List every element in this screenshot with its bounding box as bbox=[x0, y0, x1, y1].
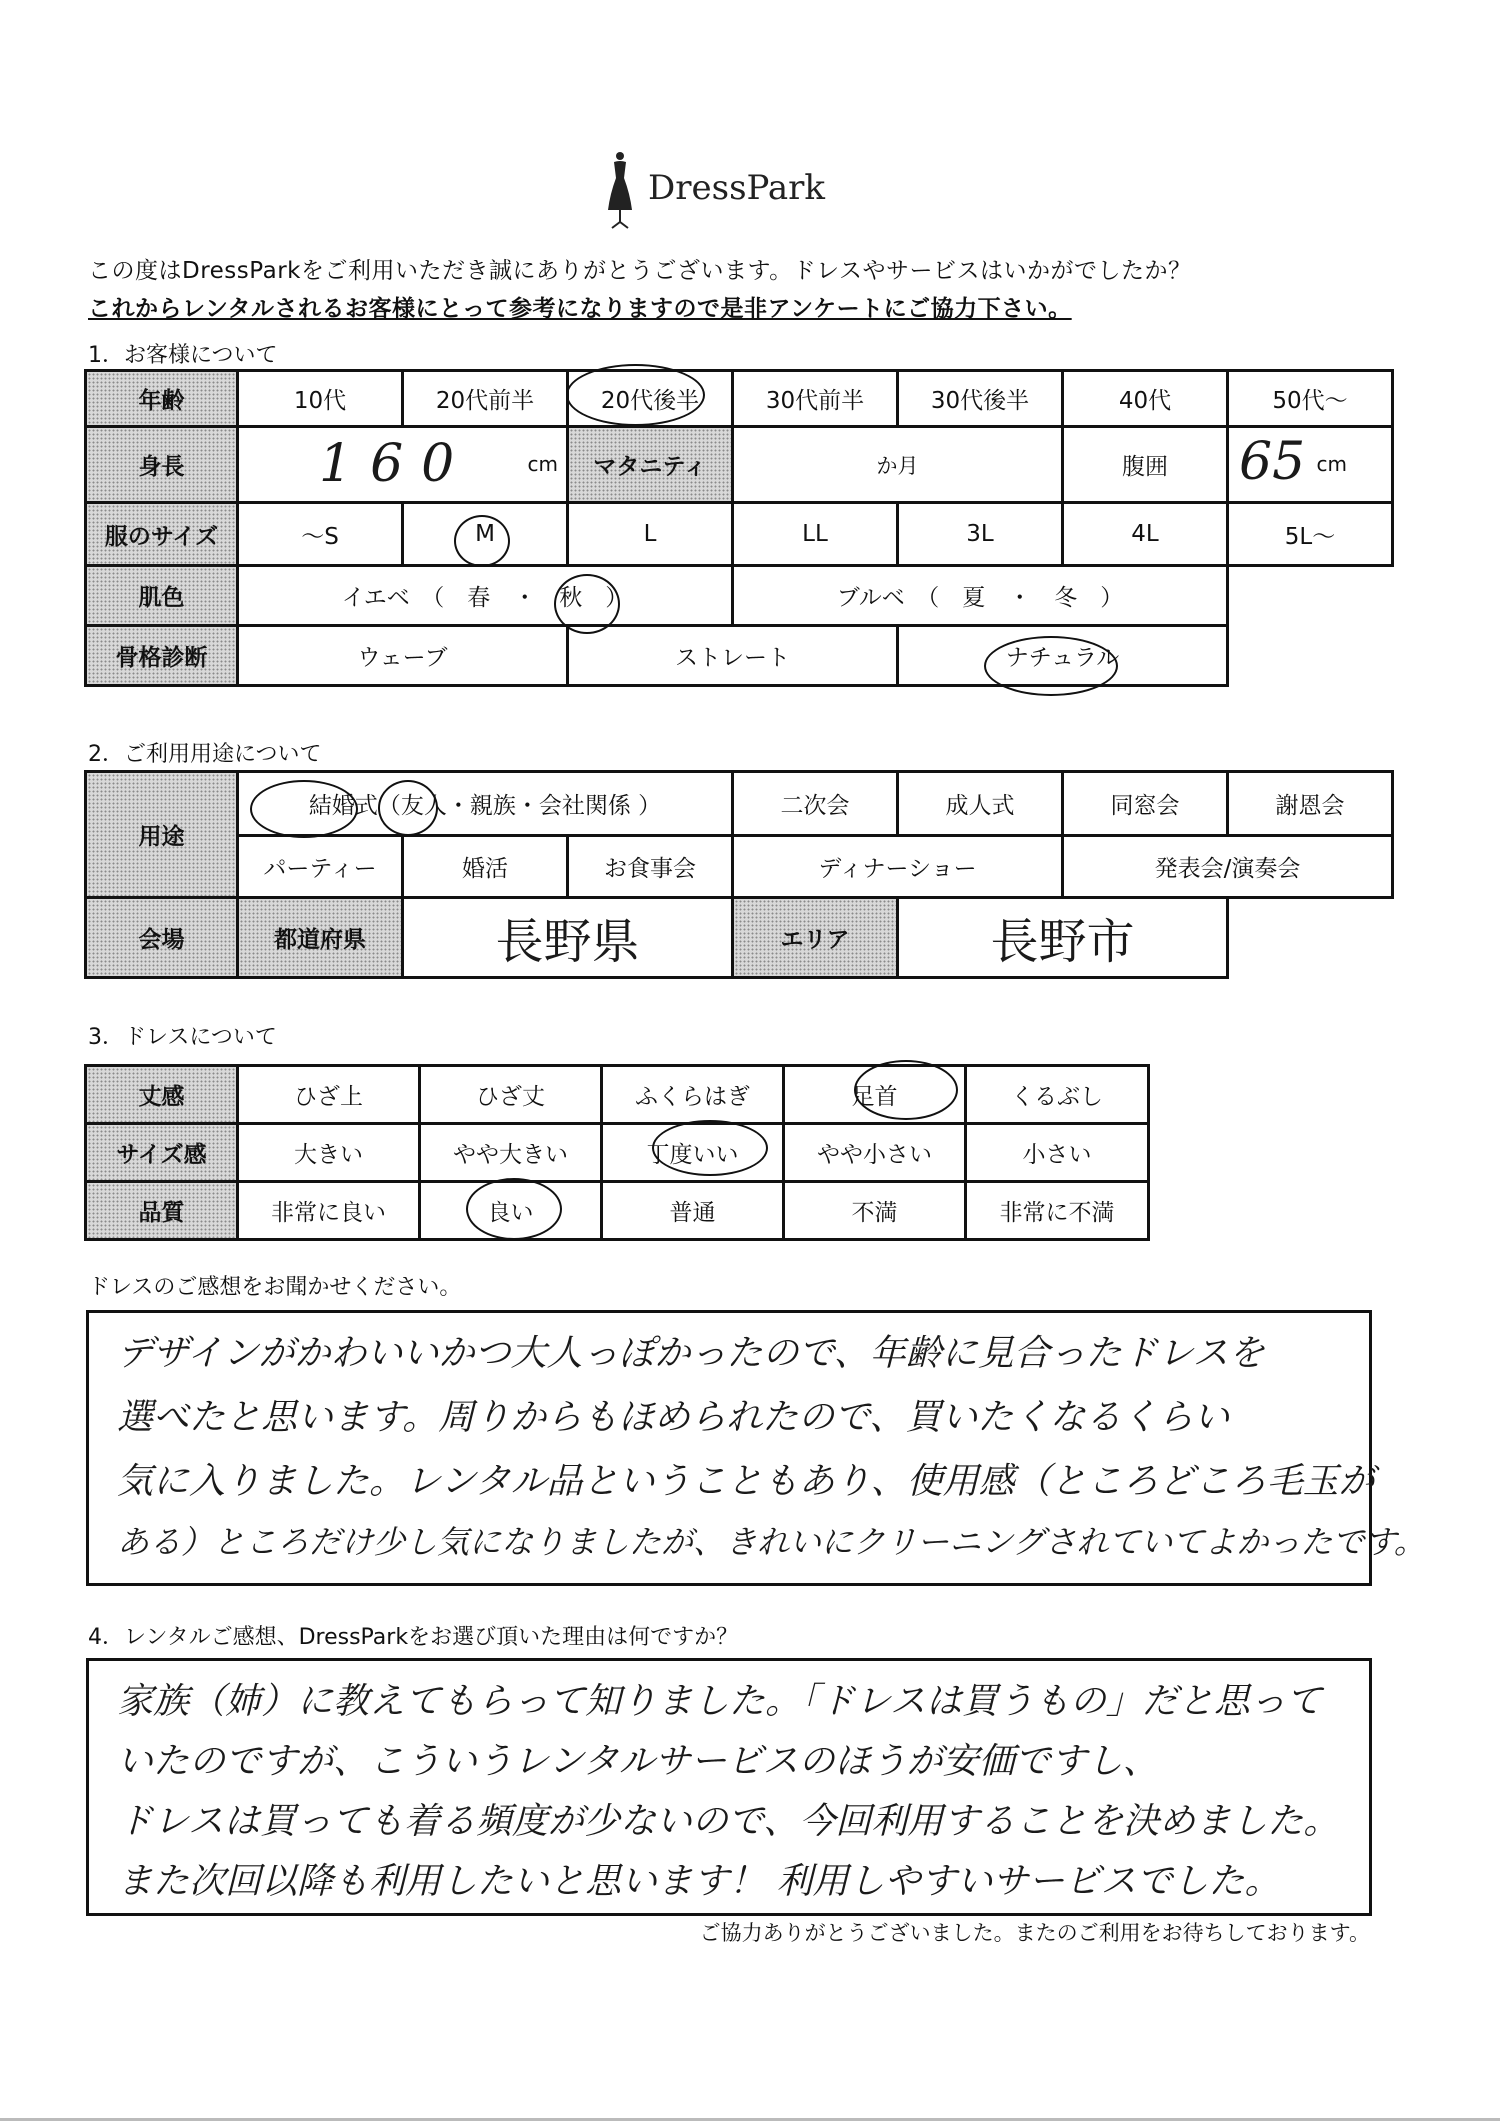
size-option[interactable]: L bbox=[568, 503, 733, 566]
waist-label: 腹囲 bbox=[1063, 427, 1228, 503]
quality-option[interactable]: 非常に良い bbox=[238, 1182, 420, 1240]
purpose-option[interactable]: お食事会 bbox=[568, 836, 733, 898]
dress-table bbox=[84, 1064, 1150, 1241]
purpose-table bbox=[84, 770, 1394, 979]
section-4-title: 4．レンタルご感想、DressParkをお選び頂いた理由は何ですか？ bbox=[88, 1625, 739, 1650]
section-1-title: 1．お客様について bbox=[88, 343, 278, 368]
impression-prompt: ドレスのご感想をお聞かせください。 bbox=[88, 1275, 462, 1300]
area-field[interactable] bbox=[898, 898, 1228, 978]
fit-option[interactable]: 小さい bbox=[966, 1124, 1149, 1182]
area-label: エリア bbox=[733, 898, 898, 978]
skeleton-option[interactable]: ウェーブ bbox=[238, 626, 568, 686]
age-option[interactable]: 10代 bbox=[238, 371, 403, 427]
length-option[interactable]: ふくらはぎ bbox=[602, 1066, 784, 1124]
size-option[interactable]: LL bbox=[733, 503, 898, 566]
size-option[interactable]: M bbox=[403, 503, 568, 566]
age-option[interactable]: 30代前半 bbox=[733, 371, 898, 427]
impression-line: 選べたと思います。周りからもほめられたので、買いたくなるくらい bbox=[117, 1397, 1230, 1438]
skin-blue-option[interactable]: ブルベ （ 夏 ・ 冬 ） bbox=[733, 566, 1228, 626]
size-option[interactable]: 〜S bbox=[238, 503, 403, 566]
quality-option[interactable]: 不満 bbox=[784, 1182, 966, 1240]
length-label: 丈感 bbox=[86, 1066, 238, 1124]
skin-label: 肌色 bbox=[86, 566, 238, 626]
age-label: 年齢 bbox=[86, 371, 238, 427]
fit-label: サイズ感 bbox=[86, 1124, 238, 1182]
intro-line-1: この度はDressParkをご利用いただき誠にありがとうございます。ドレスやサービスはいかがでしたか？ bbox=[88, 258, 1192, 284]
empty-cell bbox=[1228, 898, 1393, 978]
size-option[interactable]: 5L〜 bbox=[1228, 503, 1393, 566]
fit-option[interactable]: 丁度いい bbox=[602, 1124, 784, 1182]
dresspark-logo bbox=[600, 150, 900, 230]
scan-edge-line bbox=[0, 2118, 1500, 2121]
waist-field[interactable] bbox=[1228, 427, 1393, 503]
length-option[interactable]: 足首 bbox=[784, 1066, 966, 1124]
purpose-option[interactable]: 婚活 bbox=[403, 836, 568, 898]
customer-table bbox=[84, 369, 1394, 687]
prefecture-field[interactable] bbox=[403, 898, 733, 978]
purpose-option[interactable]: 発表会/演奏会 bbox=[1063, 836, 1393, 898]
prefecture-value: 長野県 bbox=[495, 914, 640, 970]
impression-line: デザインがかわいいかつ大人っぽかったので、年齢に見合ったドレスを bbox=[117, 1333, 1265, 1374]
purpose-label: 用途 bbox=[86, 772, 238, 898]
purpose-option[interactable]: 謝恩会 bbox=[1228, 772, 1393, 836]
intro-line-2: これからレンタルされるお客様にとって参考になりますので是非アンケートにご協力下さい。 bbox=[88, 296, 1072, 322]
reason-line: いたのですが、こういうレンタルサービスのほうが安価ですし、 bbox=[117, 1741, 1159, 1782]
dress-form-icon bbox=[600, 150, 640, 230]
skeleton-option[interactable]: ストレート bbox=[568, 626, 898, 686]
impression-line: ある）ところだけ少し気になりましたが、きれいにクリーニングされていてよかったです。 bbox=[117, 1523, 1426, 1561]
size-option[interactable]: 4L bbox=[1063, 503, 1228, 566]
length-option[interactable]: くるぶし bbox=[966, 1066, 1149, 1124]
maternity-field[interactable] bbox=[733, 427, 1063, 503]
reason-line: 家族（姉）に教えてもらって知りました。「ドレスは買うもの」だと思って bbox=[117, 1681, 1322, 1722]
size-option[interactable]: 3L bbox=[898, 503, 1063, 566]
fit-option[interactable]: 大きい bbox=[238, 1124, 420, 1182]
purpose-option[interactable]: 成人式 bbox=[898, 772, 1063, 836]
skeleton-label: 骨格診断 bbox=[86, 626, 238, 686]
maternity-label: マタニティ bbox=[568, 427, 733, 503]
waist-unit: cm bbox=[1316, 452, 1347, 476]
reason-box[interactable] bbox=[86, 1658, 1372, 1916]
purpose-option[interactable]: ディナーショー bbox=[733, 836, 1063, 898]
age-option[interactable]: 50代〜 bbox=[1228, 371, 1393, 427]
prefecture-label: 都道府県 bbox=[238, 898, 403, 978]
empty-cell bbox=[1228, 626, 1393, 686]
quality-option[interactable]: 普通 bbox=[602, 1182, 784, 1240]
quality-option[interactable]: 非常に不満 bbox=[966, 1182, 1149, 1240]
venue-label: 会場 bbox=[86, 898, 238, 978]
age-option[interactable]: 30代後半 bbox=[898, 371, 1063, 427]
impression-line: 気に入りました。レンタル品ということもあり、使用感（ところどころ毛玉が bbox=[117, 1461, 1375, 1502]
height-field[interactable] bbox=[238, 427, 568, 503]
height-unit: cm bbox=[527, 452, 558, 476]
size-label: 服のサイズ bbox=[86, 503, 238, 566]
height-label: 身長 bbox=[86, 427, 238, 503]
fit-option[interactable]: やや大きい bbox=[420, 1124, 602, 1182]
brand-name: DressPark bbox=[648, 168, 826, 208]
age-option[interactable]: 20代後半 bbox=[568, 371, 733, 427]
impression-box[interactable] bbox=[86, 1310, 1426, 1586]
waist-value: 65 bbox=[1239, 432, 1306, 492]
fit-option[interactable]: やや小さい bbox=[784, 1124, 966, 1182]
purpose-option[interactable]: 結婚式（友人・親族・会社関係 ） bbox=[238, 772, 733, 836]
purpose-option[interactable]: 二次会 bbox=[733, 772, 898, 836]
length-option[interactable]: ひざ上 bbox=[238, 1066, 420, 1124]
reason-line: ドレスは買っても着る頻度が少ないので、今回利用することを決めました。 bbox=[117, 1801, 1340, 1842]
purpose-option[interactable]: パーティー bbox=[238, 836, 403, 898]
footer-thanks: ご協力ありがとうございました。またのご利用をお待ちしております。 bbox=[699, 1921, 1370, 1945]
reason-line: また次回以降も利用したいと思います！ 利用しやすいサービスでした。 bbox=[117, 1861, 1281, 1902]
height-value: 160 bbox=[319, 434, 473, 494]
section-3-title: 3．ドレスについて bbox=[88, 1025, 277, 1050]
age-option[interactable]: 40代 bbox=[1063, 371, 1228, 427]
empty-cell bbox=[1228, 566, 1393, 626]
skeleton-option[interactable]: ナチュラル bbox=[898, 626, 1228, 686]
quality-option[interactable]: 良い bbox=[420, 1182, 602, 1240]
quality-label: 品質 bbox=[86, 1182, 238, 1240]
age-option[interactable]: 20代前半 bbox=[403, 371, 568, 427]
maternity-unit: か月 bbox=[876, 453, 919, 478]
area-value: 長野市 bbox=[990, 914, 1135, 970]
section-2-title: 2．ご利用用途について bbox=[88, 742, 322, 767]
skin-yellow-option[interactable]: イエベ （ 春 ・ 秋 ） bbox=[238, 566, 733, 626]
length-option[interactable]: ひざ丈 bbox=[420, 1066, 602, 1124]
purpose-option[interactable]: 同窓会 bbox=[1063, 772, 1228, 836]
